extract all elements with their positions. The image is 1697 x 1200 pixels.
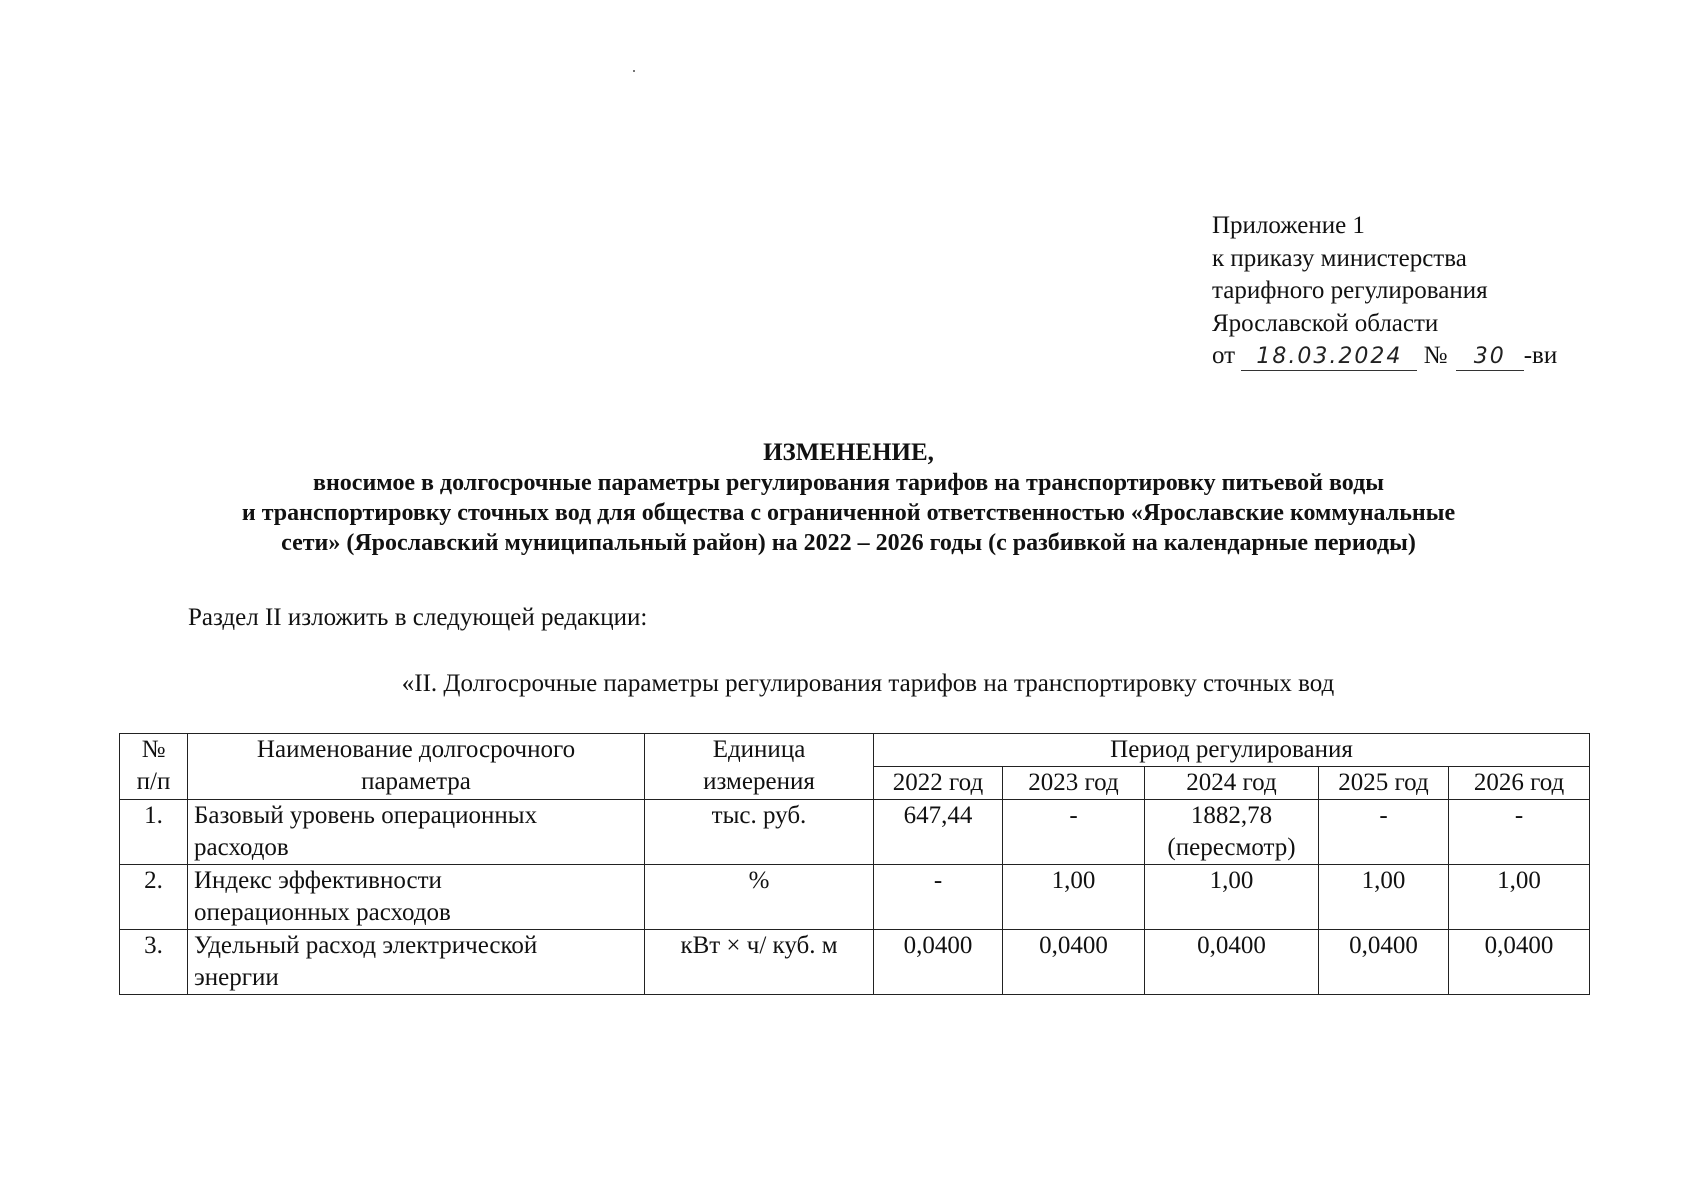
table-header-row-1 (120, 734, 1590, 767)
row-value-2022: - (874, 865, 1003, 930)
row-name-line-1: Индекс эффективности (194, 867, 442, 894)
handwritten-date: 18.03.2024 (1241, 344, 1417, 371)
header-name-line-1: Наименование долгосрочного (256, 736, 576, 763)
table-row (120, 865, 1590, 930)
intro-paragraph: Раздел II изложить в следующей редакции: (188, 604, 648, 631)
row-value-2026: 1,00 (1449, 865, 1590, 930)
row-value-2024: 0,0400 (1145, 930, 1319, 995)
row-name-line-1: Удельный расход электрической (194, 932, 538, 959)
row-unit: кВт × ч/ куб. м (645, 930, 874, 995)
approval-line-1: Приложение 1 (1212, 212, 1365, 239)
header-period: Период регулирования (874, 734, 1590, 767)
row-value-2023: - (1003, 800, 1145, 865)
table-row (120, 800, 1590, 865)
row-value-2022: 647,44 (874, 800, 1003, 865)
number-suffix: -ви (1523, 342, 1558, 369)
row-name-line-2: операционных расходов (194, 899, 451, 926)
row-value-2024 (1145, 800, 1319, 865)
parameters-table (119, 733, 1590, 995)
title-line-1: вносимое в долгосрочные параметры регулирования тарифов на транспортировку питьевой воды (313, 470, 1384, 496)
row-value-2025: 0,0400 (1319, 930, 1449, 995)
approval-line-3: тарифного регулирования (1212, 277, 1488, 304)
header-num (120, 734, 188, 800)
table-row (120, 930, 1590, 995)
row-unit: тыс. руб. (645, 800, 874, 865)
header-unit (645, 734, 874, 800)
row-value-2024: 1,00 (1145, 865, 1319, 930)
row-num: 2. (120, 865, 188, 930)
approval-line-2: к приказу министерства (1212, 244, 1467, 272)
row-value-2025: 1,00 (1319, 865, 1449, 930)
header-year-2023: 2023 год (1003, 767, 1145, 800)
scan-speck (633, 70, 635, 72)
row-unit: % (645, 865, 874, 930)
approval-date-line (1212, 340, 1557, 373)
approval-line-4: Ярославской области (1212, 309, 1439, 337)
document-title (0, 438, 1697, 558)
row-name-line-2: расходов (194, 834, 289, 861)
row-name (188, 800, 645, 865)
row-value-2024-line-2: (пересмотр) (1167, 834, 1296, 861)
row-num: 3. (120, 930, 188, 995)
row-value-2023: 1,00 (1003, 865, 1145, 930)
approval-block (1212, 210, 1557, 373)
title-line-3: сети» (Ярославский муниципальный район) на 2022 – 2026 годы (с разбивкой на календарные периоды) (281, 530, 1416, 556)
header-num-line-2: п/п (136, 768, 171, 795)
title-line-2: и транспортировку сточных вод для общества с ограниченной ответственностью «Ярославские коммунальные (241, 500, 1456, 526)
header-year-2022: 2022 год (874, 767, 1003, 800)
row-name-line-2: энергии (194, 964, 279, 991)
row-value-2025: - (1319, 800, 1449, 865)
header-unit-line-2: измерения (703, 768, 815, 795)
header-name-line-2: параметра (361, 768, 471, 795)
row-name-line-1: Базовый уровень операционных (194, 802, 538, 829)
row-value-2022: 0,0400 (874, 930, 1003, 995)
title-heading: ИЗМЕНЕНИЕ, (763, 439, 934, 466)
row-num: 1. (120, 800, 188, 865)
handwritten-number: 30 (1456, 344, 1524, 371)
row-value-2023: 0,0400 (1003, 930, 1145, 995)
section-title: «II. Долгосрочные параметры регулирования тарифов на транспортировку сточных вод (401, 670, 1335, 697)
header-year-2026: 2026 год (1449, 767, 1590, 800)
row-value-2026: 0,0400 (1449, 930, 1590, 995)
row-name (188, 865, 645, 930)
header-unit-line-1: Единица (712, 736, 806, 763)
header-year-2024: 2024 год (1145, 767, 1319, 800)
date-prefix: от (1212, 342, 1236, 369)
row-value-2024-line-1: 1882,78 (1190, 802, 1273, 829)
header-year-2025: 2025 год (1319, 767, 1449, 800)
header-num-line-1: № (141, 736, 166, 763)
number-sign: № (1423, 342, 1448, 369)
header-name (188, 734, 645, 800)
row-name (188, 930, 645, 995)
row-value-2026: - (1449, 800, 1590, 865)
